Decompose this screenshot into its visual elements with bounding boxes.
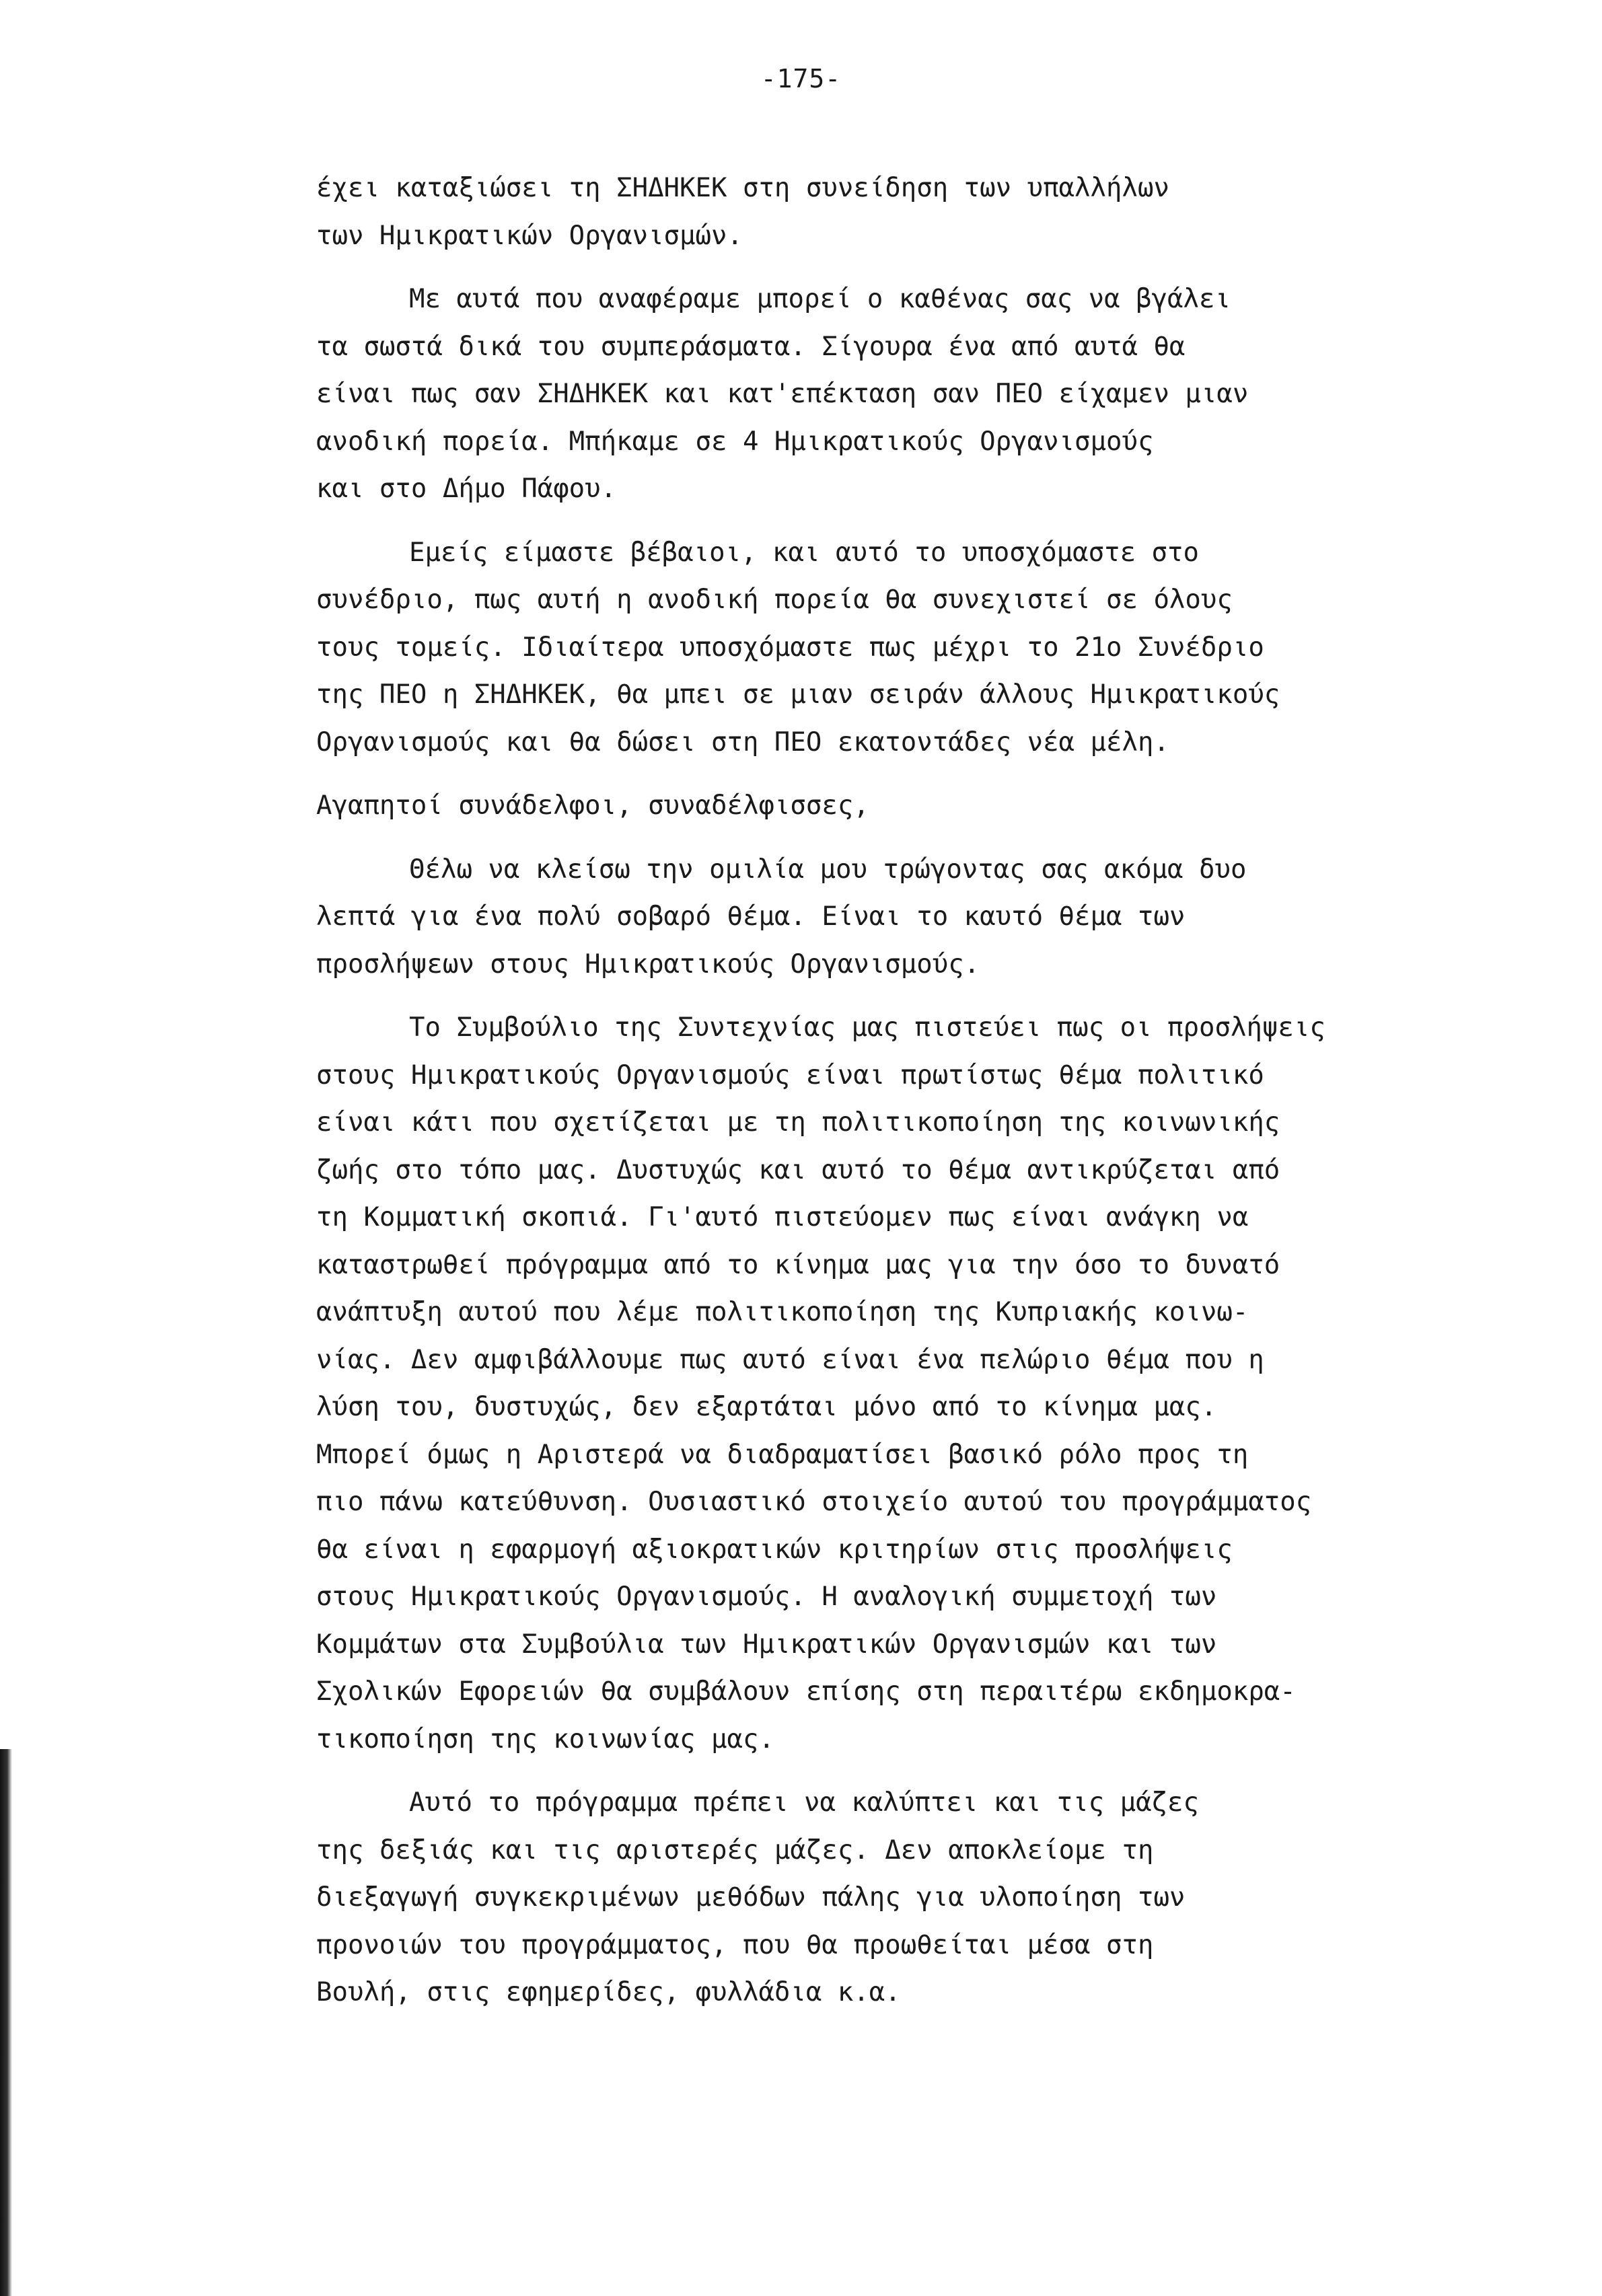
- text-line: είναι πως σαν ΣΗΔΗΚΕΚ και κατ'επέκταση σαν ΠΕΟ είχαμεν μιαν: [316, 379, 1249, 409]
- text-line: λεπτά για ένα πολύ σοβαρό θέμα. Είναι το καυτό θέμα των: [316, 901, 1186, 932]
- text-line: είναι κάτι που σχετίζεται με τη πολιτικοποίηση της κοινωνικής: [316, 1107, 1280, 1138]
- text-line: συνέδριο, πως αυτή η ανοδική πορεία θα συνεχιστεί σε όλους: [316, 585, 1233, 615]
- paragraph: [316, 1004, 1568, 1763]
- text-line: της ΠΕΟ η ΣΗΔΗΚΕΚ, θα μπει σε μιαν σειράν άλλους Ημικρατικούς: [316, 679, 1280, 710]
- text-line: έχει καταξιώσει τη ΣΗΔΗΚΕΚ στη συνείδηση των υπαλλήλων: [316, 173, 1169, 203]
- text-line: Σχολικών Εφορειών θα συμβάλουν επίσης στη περαιτέρω εκδημοκρα-: [316, 1676, 1296, 1707]
- text-line: στους Ημικρατικούς Οργανισμούς είναι πρωτίστως θέμα πολιτικό: [316, 1060, 1264, 1090]
- text-line: στους Ημικρατικούς Οργανισμούς. Η αναλογική συμμετοχή των: [316, 1582, 1217, 1612]
- paragraph: [316, 1779, 1568, 2017]
- text-line: των Ημικρατικών Οργανισμών.: [316, 220, 743, 251]
- text-line: ζωής στο τόπο μας. Δυστυχώς και αυτό το θέμα αντικρύζεται από: [316, 1154, 1280, 1185]
- paragraph: [316, 165, 1568, 260]
- paragraph-gap: [316, 766, 1568, 782]
- text-line: και στο Δήμο Πάφου.: [316, 474, 617, 504]
- text-line: διεξαγωγή συγκεκριμένων μεθόδων πάλης για υλοποίηση των: [316, 1882, 1186, 1913]
- text-line: λύση του, δυστυχώς, δεν εξαρτάται μόνο από το κίνημα μας.: [316, 1392, 1217, 1422]
- paragraph: [316, 529, 1568, 767]
- binding-edge-shadow: [0, 1749, 12, 2296]
- paragraph: [316, 846, 1568, 989]
- text-line: ανάπτυξη αυτού που λέμε πολιτικοποίηση της Κυπριακής κοινω-: [316, 1297, 1249, 1327]
- text-line: Κομμάτων στα Συμβούλια των Ημικρατικών Οργανισμών και των: [316, 1629, 1217, 1660]
- document-body: [316, 165, 1568, 2017]
- text-line: Οργανισμούς και θα δώσει στη ΠΕΟ εκατοντάδες νέα μέλη.: [316, 727, 1169, 757]
- text-line: Το Συμβούλιο της Συντεχνίας μας πιστεύει πως οι προσλήψεις: [409, 1012, 1325, 1043]
- text-line: προνοιών του προγράμματος, που θα προωθείται μέσα στη: [316, 1929, 1154, 1960]
- paragraph: [316, 782, 1568, 830]
- text-line: Εμείς είμαστε βέβαιοι, και αυτό το υποσχόμαστε στο: [409, 537, 1199, 568]
- paragraph: [316, 276, 1568, 513]
- text-line: της δεξιάς και τις αριστερές μάζες. Δεν αποκλείομε τη: [316, 1835, 1154, 1865]
- text-line: θα είναι η εφαρμογή αξιοκρατικών κριτηρίων στις προσλήψεις: [316, 1534, 1233, 1565]
- text-line: πιο πάνω κατεύθυνση. Ουσιαστικό στοιχείο αυτού του προγράμματος: [316, 1487, 1312, 1517]
- paragraph-gap: [316, 988, 1568, 1004]
- text-line: Με αυτά που αναφέραμε μπορεί ο καθένας σας να βγάλει: [409, 284, 1231, 314]
- text-line: τη Κομματική σκοπιά. Γι'αυτό πιστεύομεν πως είναι ανάγκη να: [316, 1202, 1249, 1232]
- text-line: τους τομείς. Ιδιαίτερα υποσχόμαστε πως μέχρι το 21ο Συνέδριο: [316, 632, 1264, 663]
- text-line: ανοδική πορεία. Μπήκαμε σε 4 Ημικρατικούς Οργανισμούς: [316, 426, 1154, 457]
- text-line: τα σωστά δικά του συμπεράσματα. Σίγουρα ένα από αυτά θα: [316, 331, 1186, 362]
- text-line: προσλήψεων στους Ημικρατικούς Οργανισμούς.: [316, 949, 980, 979]
- text-line: τικοποίηση της κοινωνίας μας.: [316, 1724, 774, 1754]
- text-line: Βουλή, στις εφημερίδες, φυλλάδια κ.α.: [316, 1977, 901, 2007]
- text-line: Θέλω να κλείσω την ομιλία μου τρώγοντας σας ακόμα δυο: [409, 854, 1247, 885]
- text-line: Αυτό το πρόγραμμα πρέπει να καλύπτει και τις μάζες: [409, 1787, 1199, 1818]
- paragraph-gap: [316, 513, 1568, 529]
- text-line: Αγαπητοί συνάδελφοι, συναδέλφισσες,: [316, 790, 869, 821]
- paragraph-gap: [316, 830, 1568, 846]
- page-number: -175-: [760, 64, 842, 94]
- paragraph-gap: [316, 1763, 1568, 1779]
- text-line: νίας. Δεν αμφιβάλλουμε πως αυτό είναι ένα πελώριο θέμα που η: [316, 1344, 1264, 1375]
- paragraph-gap: [316, 260, 1568, 276]
- text-line: καταστρωθεί πρόγραμμα από το κίνημα μας για την όσο το δυνατό: [316, 1249, 1280, 1280]
- text-line: Μπορεί όμως η Αριστερά να διαδραματίσει βασικό ρόλο προς τη: [316, 1439, 1249, 1470]
